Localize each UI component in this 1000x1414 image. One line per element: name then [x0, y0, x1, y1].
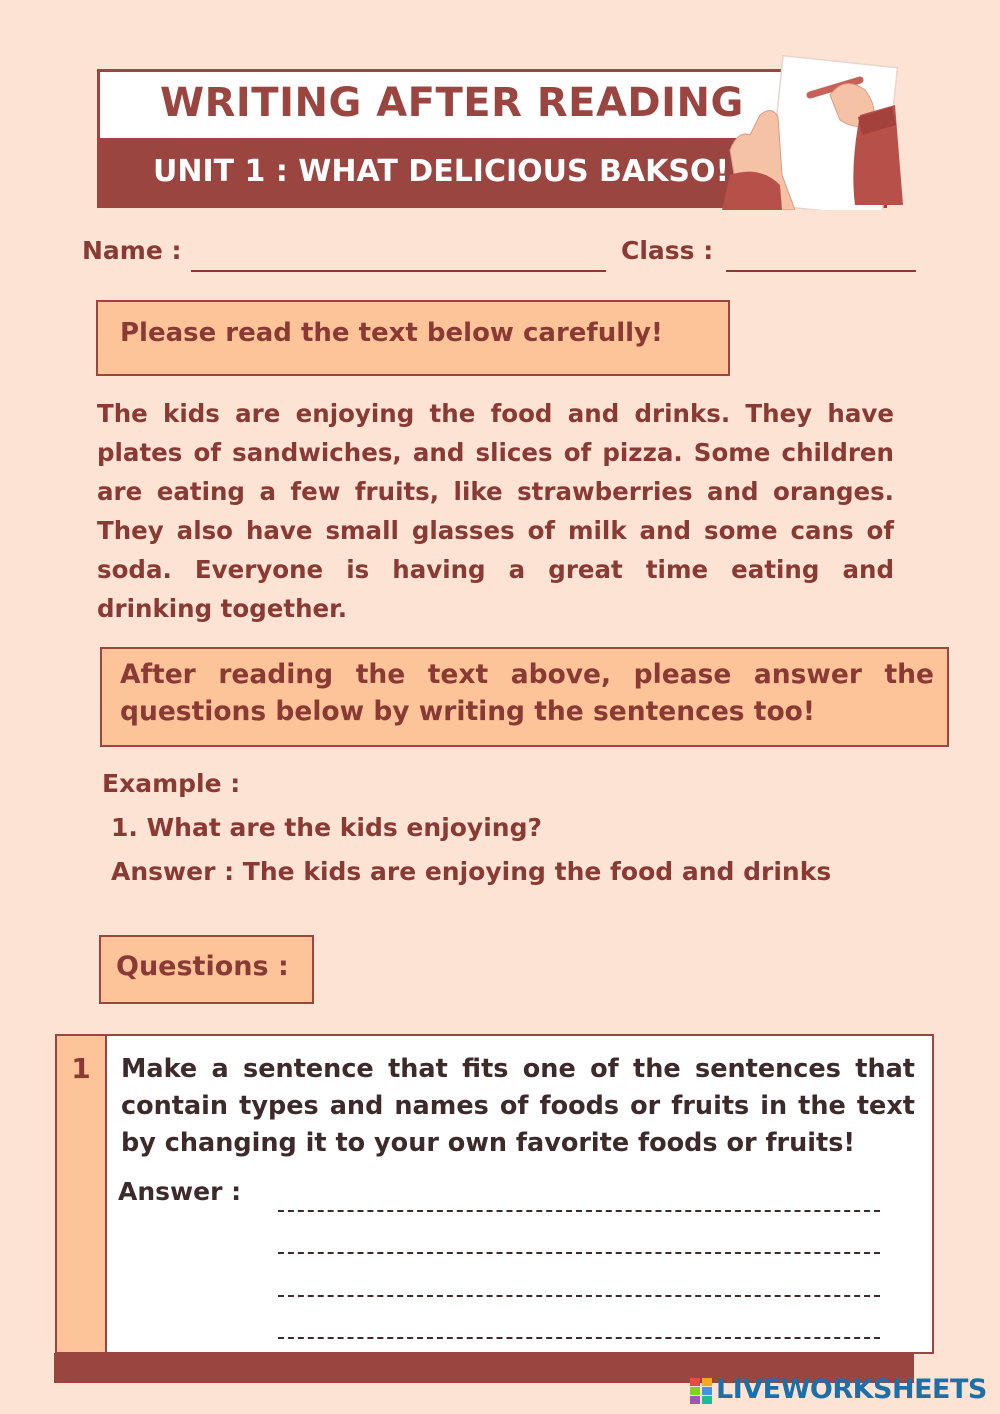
hand-writing-illustration-icon	[720, 55, 905, 210]
read-instruction-text: Please read the text below carefully!	[120, 318, 663, 348]
example-answer: Answer : The kids are enjoying the food and drinks	[111, 857, 832, 886]
answer-instruction-text: After reading the text above, please answer the questions below by writing the sentences too!	[120, 659, 934, 727]
answer-line[interactable]	[278, 1252, 880, 1254]
reading-passage: The kids are enjoying the food and drinks. They have plates of sandwiches, and slices of pizza. Some children are eating a few fruits, like strawberries and oranges. They also have small glasses of milk and some cans of soda. Everyone is having a great time eating and drinking together.	[97, 399, 894, 623]
question-number: 1	[71, 1052, 91, 1085]
questions-heading: Questions :	[116, 951, 289, 982]
answer-line[interactable]	[278, 1295, 880, 1297]
example-label: Example :	[102, 769, 241, 798]
worksheet-subtitle: UNIT 1 : WHAT DELICIOUS BAKSO!	[153, 154, 730, 189]
name-label: Name :	[82, 236, 182, 265]
class-label: Class :	[621, 236, 714, 265]
liveworksheets-watermark[interactable]	[690, 1374, 990, 1408]
answer-label: Answer :	[118, 1177, 242, 1206]
worksheet-title: WRITING AFTER READING	[160, 80, 744, 126]
name-input-line[interactable]	[191, 270, 606, 272]
question-text: Make a sentence that fits one of the sentences that contain types and names of foods or fruits in the text by changing it to your own favorite foods or fruits!	[121, 1054, 915, 1158]
answer-line[interactable]	[278, 1210, 880, 1212]
answer-line[interactable]	[278, 1337, 880, 1339]
liveworksheets-logo-icon	[690, 1378, 712, 1404]
class-input-line[interactable]	[726, 270, 916, 272]
example-question: 1. What are the kids enjoying?	[111, 813, 542, 842]
watermark-text: LIVEWORKSHEETS	[716, 1374, 987, 1405]
